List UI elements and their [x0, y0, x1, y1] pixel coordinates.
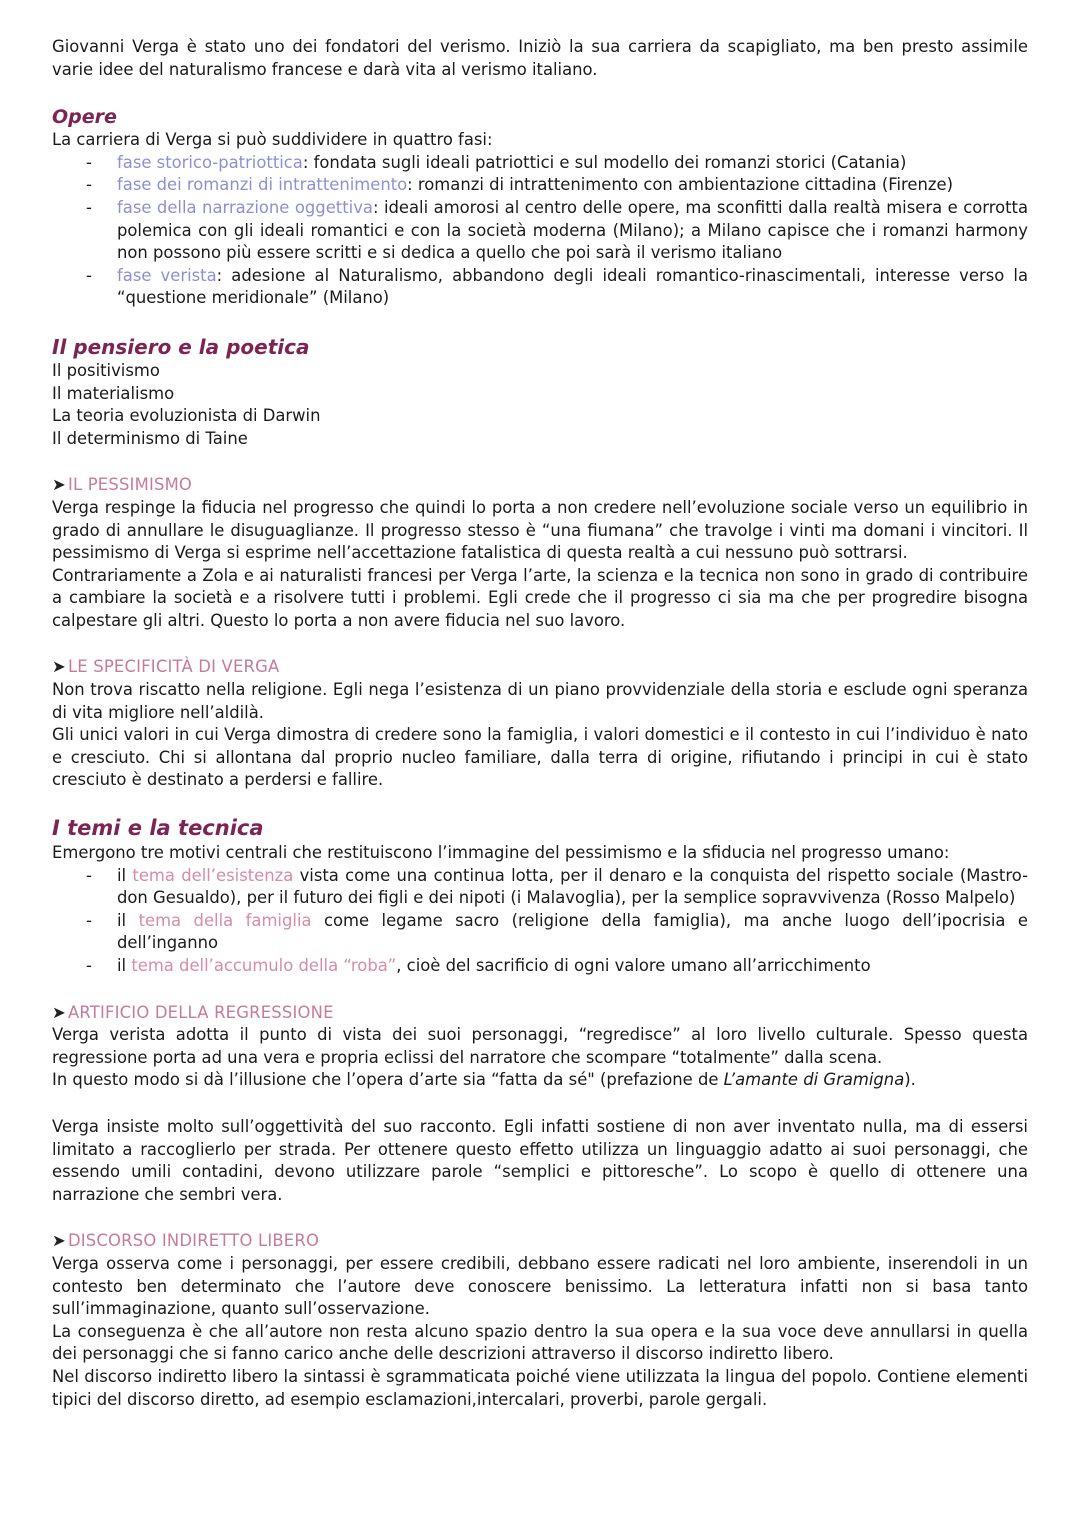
theme-term: tema della famiglia	[138, 910, 312, 930]
subheading-regressione: ➤ ARTIFICIO DELLA REGRESSIONE	[52, 1002, 334, 1022]
list-item: - il tema della famiglia come legame sacro (religione della famiglia), ma anche luogo dell’ipocrisia e dell’inganno	[117, 910, 1028, 955]
pensiero-line: Il determinismo di Taine	[52, 428, 248, 448]
list-item: - fase dei romanzi di intrattenimento: romanzi di intrattenimento con ambientazione cittadina (Firenze)	[117, 174, 1028, 197]
list-item: - fase della narrazione oggettiva: ideali amorosi al centro delle opere, ma sconfitti dalla realtà misera e corrotta polemica con gli ideali romantici e con la società moderna (Milano); a Milano capisce che i romanzi harmony non possono più essere scritti e si dedica a quello che poi sarà il verismo italiano	[117, 197, 1028, 265]
arrow-icon: ➤	[52, 475, 66, 495]
intro-paragraph: Giovanni Verga è stato uno dei fondatori del verismo. Iniziò la sua carriera da scapigliato, ma ben presto assimile varie idee del naturalismo francese e darà vita al verismo italiano.	[52, 37, 1028, 79]
arrow-icon: ➤	[52, 1002, 66, 1022]
opere-list	[52, 152, 1028, 310]
theme-term: tema dell’accumulo della “roba”	[131, 956, 397, 975]
regressione-paragraph: Verga insiste molto sull’oggettività del suo racconto. Egli infatti sostiene di non aver inventato nulla, ma di essersi limitato a raccoglierlo per strada. Per ottenere questo effetto utilizza un linguaggio adatto ai suoi personaggi, che essendo umili contadini, devono utilizzare parole “semplici e pittoresche”. Lo scopo è quello di ottenere una narrazione che sembri vera.	[52, 1116, 1028, 1204]
pessimismo-paragraph: Verga respinge la fiducia nel progresso che quindi lo porta a non credere nell’evoluzione sociale verso un equilibrio in grado di annullare le disuguaglianze. Il progresso stesso è “una fiumana” che travolge i vinti ma domani i vincitori. Il pessimismo di Verga si esprime nell’accettazione fatalistica di questa realtà a cui nessuno può sottrarsi.	[52, 497, 1028, 563]
subheading-discorso: ➤ DISCORSO INDIRETTO LIBERO	[52, 1231, 320, 1251]
subheading-specificita: ➤ LE SPECIFICITÀ DI VERGA	[52, 657, 280, 677]
arrow-icon: ➤	[52, 1231, 66, 1251]
subheading-pessimismo: ➤ IL PESSIMISMO	[52, 475, 193, 495]
work-title: L’amante di Gramigna	[723, 1070, 905, 1090]
section-heading-opere: Opere	[52, 106, 117, 129]
list-item: - il tema dell’accumulo della “roba”, cioè del sacrificio di ogni valore umano all’arricchimento	[117, 955, 1028, 978]
discorso-paragraph: Verga osserva come i personaggi, per essere credibili, debbano essere radicati nel loro ambiente, inserendoli in un contesto ben determinato che l’autore deve conoscere benissimo. La letteratura infatti non si basa tanto sull’immaginazione, quanto sull’osservazione.	[52, 1253, 1028, 1319]
temi-lead: Emergono tre motivi centrali che restituiscono l’immagine del pessimismo e la sfiducia nel progresso umano:	[52, 843, 950, 863]
section-heading-temi: I temi e la tecnica	[52, 816, 264, 841]
list-item: - fase verista: adesione al Naturalismo, abbandono degli ideali romantico-rinascimentali, interesse verso la “questione meridionale” (Milano)	[117, 265, 1028, 310]
phase-term: fase verista	[117, 265, 217, 285]
phase-term: fase dei romanzi di intrattenimento	[117, 175, 408, 195]
pessimismo-paragraph: Contrariamente a Zola e ai naturalisti francesi per Verga l’arte, la scienza e la tecnica non sono in grado di contribuire a cambiare la società e a risolvere tutti i problemi. Egli crede che il progresso ci sia ma che per progredire bisogna calpestare gli altri. Questo lo porta a non avere fiducia nel suo lavoro.	[52, 565, 1028, 630]
specificita-paragraph: Gli unici valori in cui Verga dimostra di credere sono la famiglia, i valori domestici e il contesto in cui l’individuo è nato e cresciuto. Chi si allontana dal proprio nucleo familiare, dalla terra di origine, rifiutando i principi in cui è stato cresciuto è destinato a perdersi e fallire.	[52, 725, 1028, 790]
phase-term: fase della narrazione oggettiva	[117, 197, 373, 217]
theme-term: tema dell’esistenza	[132, 865, 294, 885]
regressione-paragraph: Verga verista adotta il punto di vista dei suoi personaggi, “regredisce” al loro livello culturale. Spesso questa regressione porta ad una vera e propria eclissi del narratore che scompare “totalmente” dalla scena.	[52, 1025, 1028, 1067]
temi-list	[52, 865, 1028, 978]
regressione-paragraph: In questo modo si dà l’illusione che l’opera d’arte sia “fatta da sé" (prefazione de L’amante di Gramigna).	[52, 1070, 916, 1090]
opere-lead: La carriera di Verga si può suddividere in quattro fasi:	[52, 130, 493, 150]
specificita-paragraph: Non trova riscatto nella religione. Egli nega l’esistenza di un piano provvidenziale della storia e esclude ogni speranza di vita migliore nell’aldilà.	[52, 680, 1028, 722]
discorso-paragraph: La conseguenza è che all’autore non resta alcuno spazio dentro la sua opera e la sua voce deve annullarsi in quella dei personaggi che si fanno carico anche delle descrizioni attraverso il discorso indiretto libero.	[52, 1321, 1028, 1364]
list-item: - fase storico-patriottica: fondata sugli ideali patriottici e sul modello dei romanzi storici (Catania)	[117, 152, 1028, 175]
section-heading-pensiero: Il pensiero e la poetica	[52, 334, 310, 359]
arrow-icon: ➤	[52, 657, 66, 677]
phase-term: fase storico-patriottica	[117, 152, 303, 172]
pensiero-line: La teoria evoluzionista di Darwin	[52, 406, 321, 426]
pensiero-line: Il positivismo	[52, 360, 160, 380]
pensiero-line: Il materialismo	[52, 383, 175, 403]
discorso-paragraph: Nel discorso indiretto libero la sintassi è sgrammaticata poiché viene utilizzata la lingua del popolo. Contiene elementi tipici del discorso diretto, ad esempio esclamazioni,intercalari, proverbi, parole gergali.	[52, 1366, 1028, 1409]
list-item: - il tema dell’esistenza vista come una continua lotta, per il denaro e la conquista del rispetto sociale (Mastro-don Gesualdo), per il futuro dei figli e dei nipoti (i Malavoglia), per la semplice sopravvivenza (Rosso Malpelo)	[117, 865, 1028, 910]
